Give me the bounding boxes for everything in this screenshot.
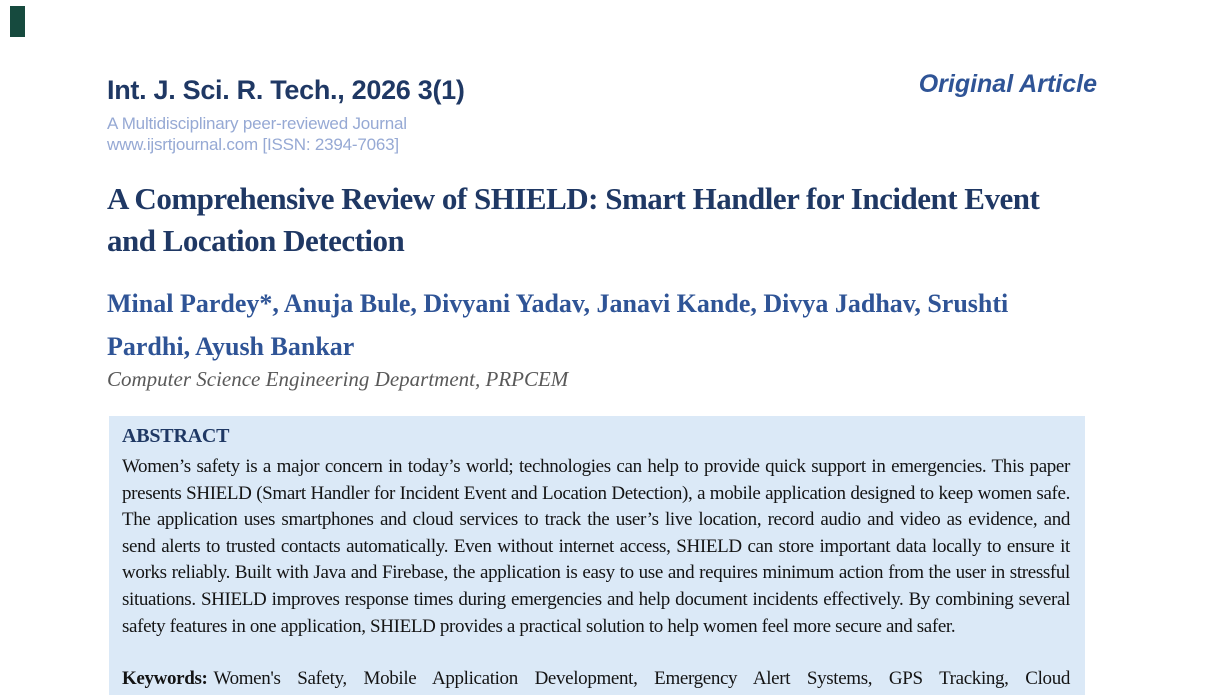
article-title: A Comprehensive Review of SHIELD: Smart Handler for Incident Event and Location Detection bbox=[107, 181, 1040, 258]
keywords-text: Women's Safety, Mobile Application Development, Emergency Alert Systems, GPS Tracking, Cloud bbox=[213, 668, 1070, 689]
abstract-body-text: Women’s safety is a major concern in today’s world; technologies can help to provide quick support in emergencies. This paper presents SHIELD (Smart Handler for Incident Event and Location Detection), a mobile application designed to keep women safe. The application uses smartphones and cloud services to track the user’s live location, record audio and video as evidence, and send alerts to trusted contacts automatically. Even without internet access, SHIELD can store important data locally to ensure it works reliably. Built with Java and Firebase, the application is easy to use and requires minimum action from the user in stressful situations. SHIELD improves response times during emergencies and help document incidents effectively. By combining several safety features in one application, SHIELD provides a practical solution to help women feel more secure and safer. bbox=[122, 456, 1070, 637]
article-affiliation: Computer Science Engineering Department, PRPCEM bbox=[107, 367, 569, 391]
journal-tagline: A Multidisciplinary peer-reviewed Journal bbox=[107, 114, 407, 133]
keywords-line bbox=[122, 666, 1070, 693]
journal-website-issn: www.ijsrtjournal.com [ISSN: 2394-7063] bbox=[107, 135, 399, 154]
article-authors: Minal Pardey*, Anuja Bule, Divyani Yadav, Janavi Kande, Divya Jadhav, Srushti Pardhi, Ayush Bankar bbox=[107, 289, 1009, 361]
abstract-section bbox=[109, 416, 1085, 695]
journal-title: Int. J. Sci. R. Tech., 2026 3(1) bbox=[107, 75, 465, 105]
keywords-label: Keywords: bbox=[122, 668, 208, 689]
page-edge-accent bbox=[10, 6, 25, 37]
journal-header bbox=[107, 74, 807, 155]
article-type-label: Original Article bbox=[918, 70, 1097, 98]
abstract-heading: ABSTRACT bbox=[122, 425, 230, 447]
